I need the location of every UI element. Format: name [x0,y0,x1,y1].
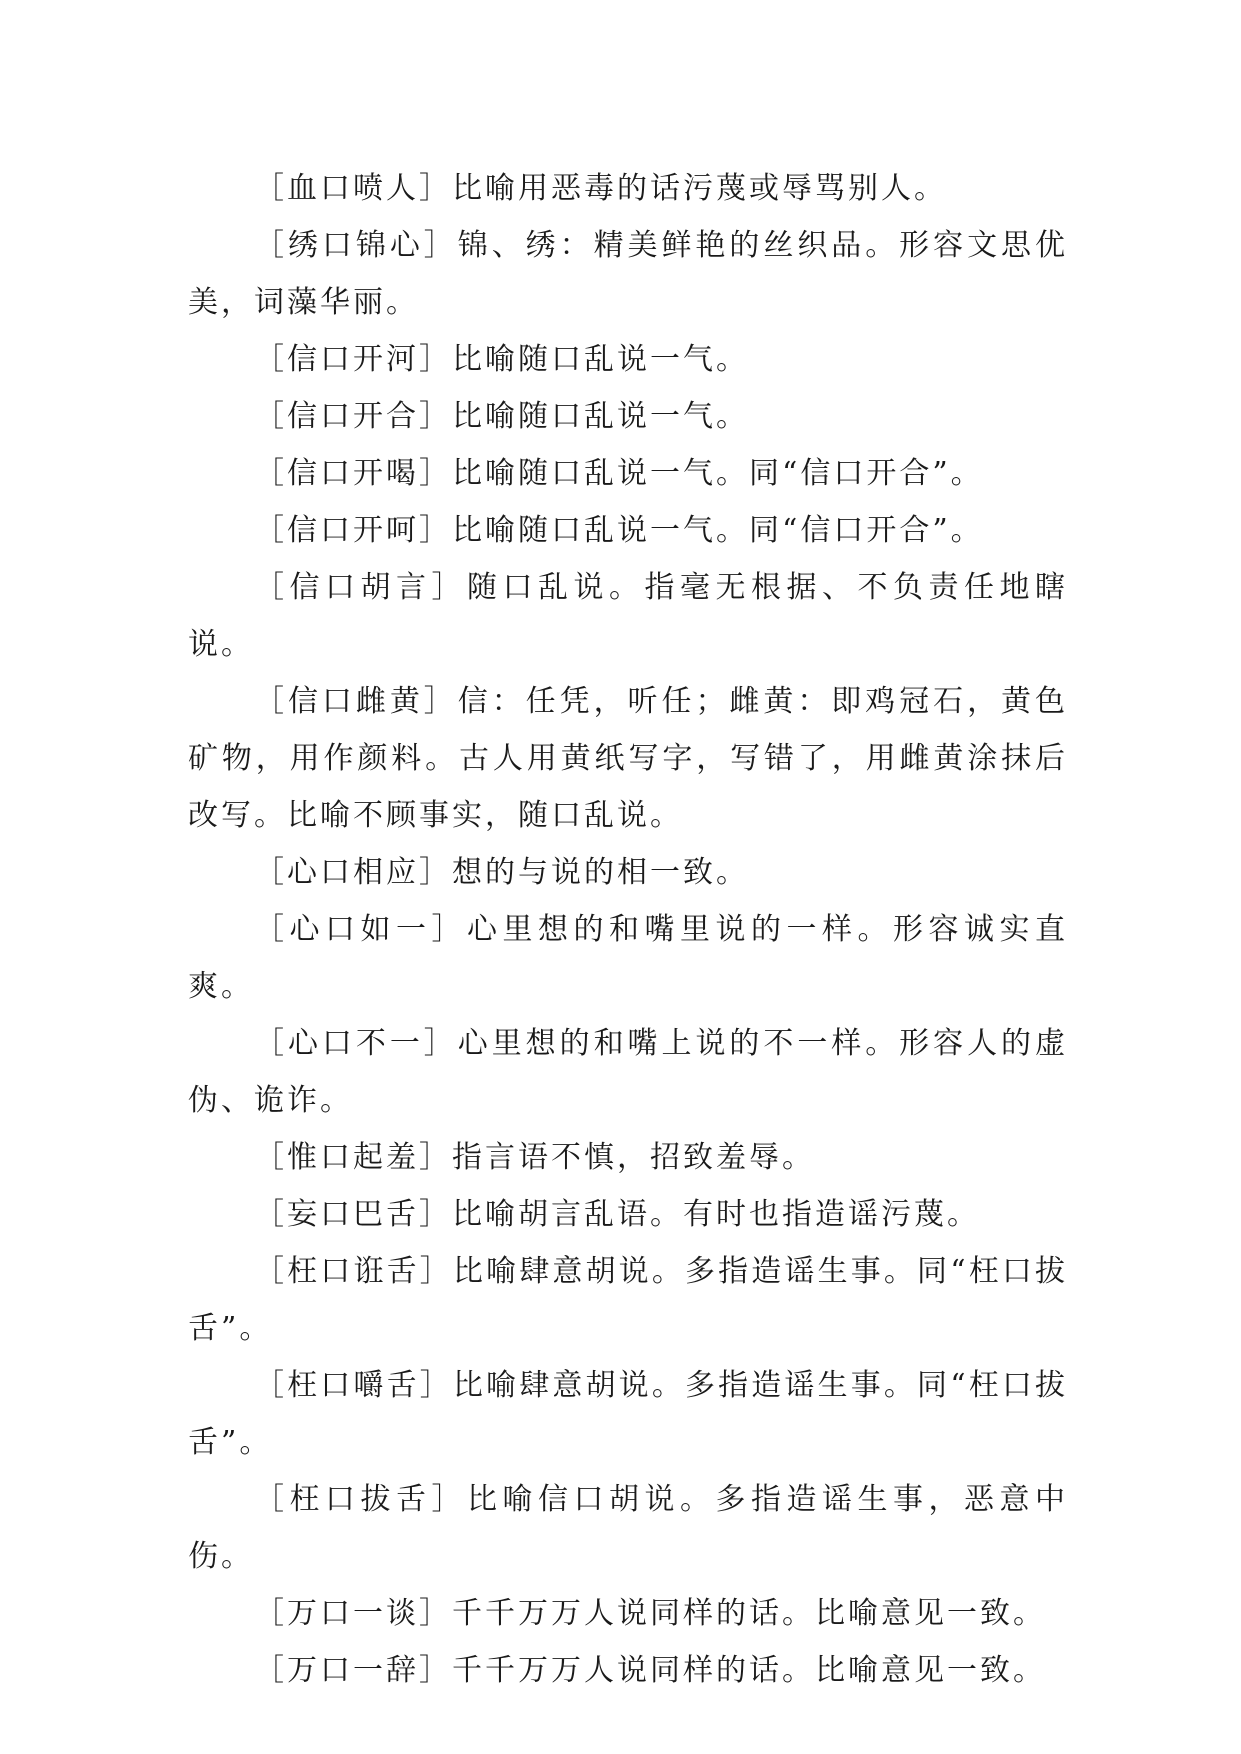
idiom-term: ［枉口诳舌］ [254,1254,453,1289]
idiom-definition: 比喻随口乱说一气。同“信口开合”。 [452,513,984,548]
idiom-term: ［心口相应］ [254,855,452,890]
idiom-term: ［万口一谈］ [254,1596,452,1631]
idiom-term: ［血口喷人］ [254,171,452,206]
idiom-entry [188,1357,1068,1471]
idiom-definition: 指言语不慎，招致羞辱。 [452,1140,815,1175]
idiom-entry [188,673,1068,844]
idiom-definition: 比喻用恶毒的话污蔑或辱骂别人。 [452,171,947,206]
idiom-definition: 比喻肆意胡说。多指造谣生事。同“枉口拔舌”。 [188,1254,1069,1346]
idiom-definition: 信：任凭，听任；雌黄：即鸡冠石，黄色矿物，用作颜料。古人用黄纸写字，写错了，用雌黄涂抹后改写。比喻不顾事实，随口乱说。 [188,684,1069,833]
idiom-entry [188,1243,1068,1357]
idiom-entry [188,1129,1068,1186]
idiom-term: ［心口如一］ [254,912,467,947]
idiom-entry [188,217,1068,331]
idiom-definition: 千千万万人说同样的话。比喻意见一致。 [452,1653,1046,1688]
idiom-definition: 比喻胡言乱语。有时也指造谣污蔑。 [452,1197,980,1232]
idiom-entry [188,1186,1068,1243]
idiom-entry [188,844,1068,901]
idiom-term: ［信口开合］ [254,399,452,434]
idiom-definition: 心里想的和嘴上说的不一样。形容人的虚伪、诡诈。 [188,1026,1069,1118]
idiom-term: ［信口开河］ [254,342,452,377]
idiom-entry [188,559,1068,673]
idiom-entry [188,445,1068,502]
idiom-definition: 比喻随口乱说一气。 [452,342,749,377]
idiom-definition: 心里想的和嘴里说的一样。形容诚实直爽。 [188,912,1068,1004]
idiom-entry [188,388,1068,445]
idiom-term: ［信口开喝］ [254,456,452,491]
idiom-definition: 千千万万人说同样的话。比喻意见一致。 [452,1596,1046,1631]
idiom-definition: 比喻肆意胡说。多指造谣生事。同“枉口拔舌”。 [188,1368,1069,1460]
idiom-entry [188,901,1068,1015]
idiom-definition: 想的与说的相一致。 [452,855,749,890]
idiom-definition: 比喻随口乱说一气。 [452,399,749,434]
idiom-entry [188,502,1068,559]
idiom-definition: 比喻信口胡说。多指造谣生事，恶意中伤。 [188,1482,1068,1574]
idiom-term: ［心口不一］ [254,1026,458,1061]
idiom-definition: 锦、绣：精美鲜艳的丝织品。形容文思优美，词藻华丽。 [188,228,1069,320]
idiom-term: ［惟口起羞］ [254,1140,452,1175]
idiom-definition: 比喻随口乱说一气。同“信口开合”。 [452,456,984,491]
idiom-entry [188,1471,1068,1585]
idiom-term: ［信口胡言］ [254,570,467,605]
idiom-entry [188,1585,1068,1642]
idiom-term: ［枉口拔舌］ [254,1482,467,1517]
idiom-entry [188,160,1068,217]
idiom-list [188,160,1068,1699]
idiom-entry [188,1642,1068,1699]
idiom-term: ［妄口巴舌］ [254,1197,452,1232]
idiom-term: ［信口雌黄］ [254,684,458,719]
idiom-term: ［绣口锦心］ [254,228,458,263]
idiom-entry [188,1015,1068,1129]
idiom-term: ［枉口嚼舌］ [254,1368,453,1403]
idiom-entry [188,331,1068,388]
idiom-definition: 随口乱说。指毫无根据、不负责任地瞎说。 [188,570,1068,662]
idiom-term: ［万口一辞］ [254,1653,452,1688]
idiom-term: ［信口开呵］ [254,513,452,548]
